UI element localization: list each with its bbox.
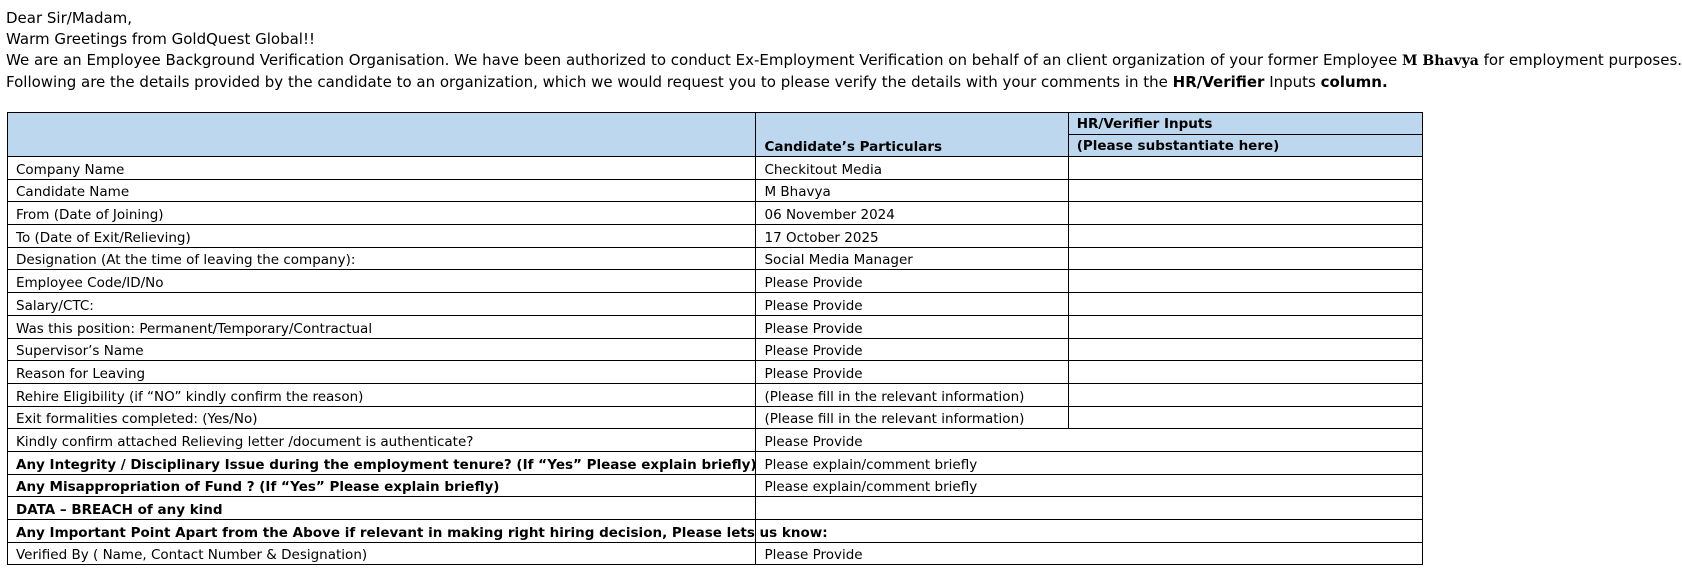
- field-label: Was this position: Permanent/Temporary/Contractual: [8, 315, 756, 338]
- candidate-value: 17 October 2025: [756, 225, 1068, 248]
- field-label: To (Date of Exit/Relieving): [8, 225, 756, 248]
- hr-input-cell[interactable]: [1068, 338, 1422, 361]
- candidate-value[interactable]: [756, 520, 1423, 543]
- hr-input-cell[interactable]: [1068, 315, 1422, 338]
- candidate-value: (Please fill in the relevant information): [756, 406, 1068, 429]
- field-label: Supervisor’s Name: [8, 338, 756, 361]
- intro-letter: [6, 8, 1682, 93]
- table-row: [8, 474, 1423, 497]
- field-label: Kindly confirm attached Relieving letter /document is authenticate?: [8, 429, 756, 452]
- candidate-value[interactable]: Please Provide: [756, 542, 1423, 565]
- table-row: [8, 293, 1423, 316]
- column-bold: column.: [1320, 73, 1388, 91]
- field-label: DATA – BREACH of any kind: [8, 497, 756, 520]
- intro-paragraph-1: [6, 50, 1682, 72]
- table-row: [8, 247, 1423, 270]
- para1-end: for employment purposes.: [1478, 51, 1682, 69]
- candidate-value: Please Provide: [756, 315, 1068, 338]
- candidate-value: Please Provide: [756, 361, 1068, 384]
- candidate-value: M Bhavya: [756, 179, 1068, 202]
- candidate-value: (Please fill in the relevant information): [756, 383, 1068, 406]
- greeting: Warm Greetings from GoldQuest Global!!: [6, 30, 315, 48]
- table-row: [8, 383, 1423, 406]
- table-header-row: [8, 113, 1423, 157]
- field-label: Rehire Eligibility (if “NO” kindly confirm the reason): [8, 383, 756, 406]
- para2-text: Following are the details provided by the candidate to an organization, which we would request you to please verify the details with your comments in the: [6, 73, 1173, 91]
- candidate-value: Please Provide: [756, 270, 1068, 293]
- header-particulars: Candidate’s Particulars: [756, 113, 1068, 157]
- candidate-value[interactable]: [756, 497, 1423, 520]
- hr-input-cell[interactable]: [1068, 247, 1422, 270]
- field-label: Employee Code/ID/No: [8, 270, 756, 293]
- hr-input-cell[interactable]: [1068, 225, 1422, 248]
- field-label: Salary/CTC:: [8, 293, 756, 316]
- candidate-value: Please Provide: [756, 338, 1068, 361]
- hr-input-cell[interactable]: [1068, 406, 1422, 429]
- para2-mid: Inputs: [1264, 73, 1321, 91]
- field-label: Designation (At the time of leaving the company):: [8, 247, 756, 270]
- intro-paragraph-2: [6, 72, 1682, 93]
- hr-input-cell[interactable]: [1068, 270, 1422, 293]
- table-row: [8, 429, 1423, 452]
- para1-text: We are an Employee Background Verification Organisation. We have been authorized to conduct Ex-Employment Verification on behalf of an client organization of your former Employee: [6, 51, 1402, 69]
- table-row: [8, 315, 1423, 338]
- field-label: Company Name: [8, 157, 756, 180]
- hr-input-cell[interactable]: [1068, 202, 1422, 225]
- table-row: [8, 520, 1423, 543]
- employee-name: M Bhavya: [1402, 53, 1479, 69]
- hr-verifier-bold: HR/Verifier: [1172, 73, 1265, 91]
- header-hr-inputs: [1068, 113, 1422, 157]
- field-label: Any Important Point Apart from the Above if relevant in making right hiring decision, Please lets us know:: [8, 520, 756, 543]
- verification-table: [7, 112, 1423, 565]
- candidate-value: Please Provide: [756, 293, 1068, 316]
- field-label: Any Misappropriation of Fund ? (If “Yes” Please explain briefly): [8, 474, 756, 497]
- table-row: [8, 202, 1423, 225]
- table-row: [8, 361, 1423, 384]
- candidate-value: Social Media Manager: [756, 247, 1068, 270]
- table-row: [8, 542, 1423, 565]
- candidate-value[interactable]: Please explain/comment briefly: [756, 474, 1423, 497]
- table-row: [8, 497, 1423, 520]
- table-row: [8, 179, 1423, 202]
- header-hr-title: HR/Verifier Inputs: [1069, 113, 1422, 135]
- candidate-value[interactable]: Please explain/comment briefly: [756, 451, 1423, 474]
- salutation: Dear Sir/Madam,: [6, 9, 133, 27]
- hr-input-cell[interactable]: [1068, 383, 1422, 406]
- candidate-value[interactable]: Please Provide: [756, 429, 1423, 452]
- field-label: Any Integrity / Disciplinary Issue during the employment tenure? (If “Yes” Please explain briefly): [8, 451, 756, 474]
- hr-input-cell[interactable]: [1068, 293, 1422, 316]
- field-label: Candidate Name: [8, 179, 756, 202]
- hr-input-cell[interactable]: [1068, 361, 1422, 384]
- field-label: Reason for Leaving: [8, 361, 756, 384]
- table-row: [8, 406, 1423, 429]
- table-row: [8, 270, 1423, 293]
- field-label: Verified By ( Name, Contact Number & Designation): [8, 542, 756, 565]
- field-label: Exit formalities completed: (Yes/No): [8, 406, 756, 429]
- table-row: [8, 338, 1423, 361]
- table-row: [8, 451, 1423, 474]
- hr-input-cell[interactable]: [1068, 157, 1422, 180]
- field-label: From (Date of Joining): [8, 202, 756, 225]
- hr-input-cell[interactable]: [1068, 179, 1422, 202]
- candidate-value: 06 November 2024: [756, 202, 1068, 225]
- header-hr-sub: (Please substantiate here): [1076, 138, 1280, 154]
- candidate-value: Checkitout Media: [756, 157, 1068, 180]
- header-blank: [8, 113, 756, 157]
- table-row: [8, 157, 1423, 180]
- table-row: [8, 225, 1423, 248]
